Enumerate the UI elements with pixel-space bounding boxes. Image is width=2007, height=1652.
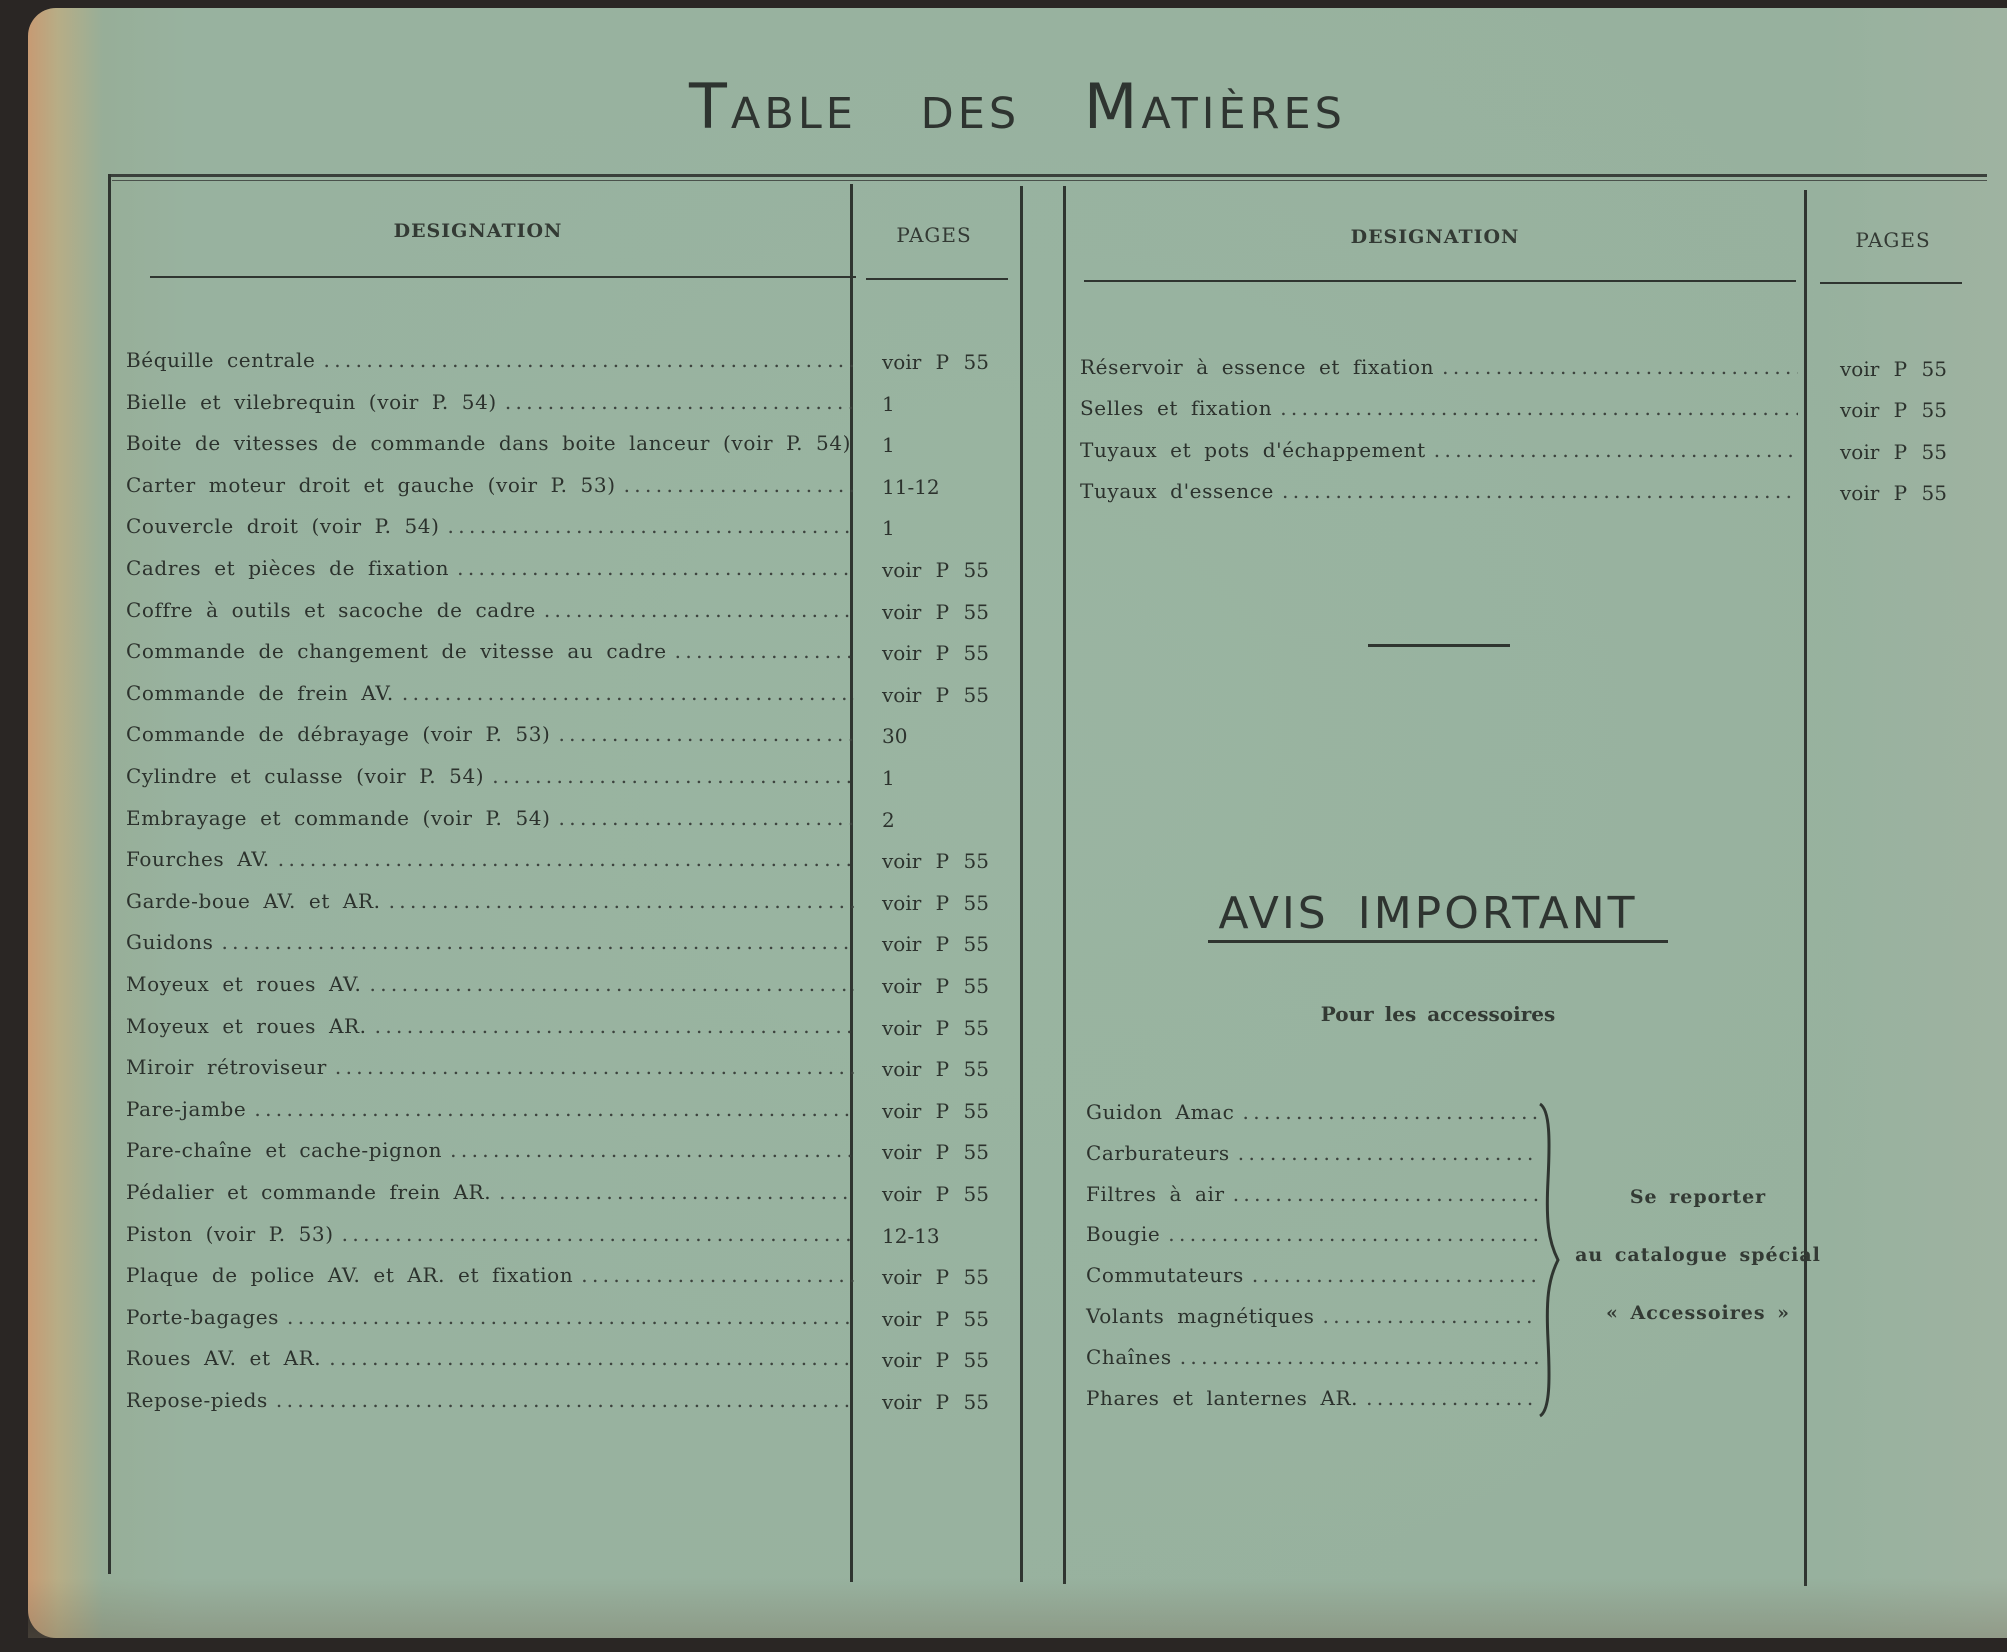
- toc-entry: [126, 722, 854, 756]
- left-designation-header-rule: [150, 276, 856, 278]
- toc-entry-pages: voir P 55: [882, 1348, 989, 1373]
- toc-entry: [126, 764, 854, 798]
- toc-entry: [1080, 438, 1798, 472]
- toc-entry-pages: 1: [882, 766, 895, 790]
- toc-entry: [1080, 479, 1798, 513]
- toc-entry: [1080, 396, 1798, 430]
- toc-entry: [126, 1305, 854, 1339]
- toc-entry-label: Commande de frein AV.: [126, 680, 394, 705]
- toc-entry: [126, 681, 854, 715]
- notice-title: AVIS IMPORTANT: [1218, 888, 1638, 939]
- toc-entry-label: Guidons: [126, 930, 214, 955]
- dot-leader: [624, 473, 854, 497]
- toc-entry: [126, 1263, 854, 1297]
- left-pages-header: PAGES: [896, 223, 972, 247]
- right-designation-header-rule: [1084, 280, 1796, 282]
- toc-entry-pages: voir P 55: [882, 1265, 989, 1290]
- dot-leader: [1280, 396, 1798, 420]
- dot-leader: [1238, 1141, 1538, 1165]
- toc-entry-pages: voir P 55: [1840, 398, 1947, 423]
- reference-line-3: « Accessoires »: [1605, 1302, 1791, 1324]
- toc-entry-label: Tuyaux et pots d'échappement: [1080, 437, 1426, 462]
- toc-entry-pages: 1: [882, 391, 895, 416]
- toc-entry-pages: 11-12: [882, 474, 940, 499]
- accessory-item: [1086, 1345, 1538, 1379]
- toc-entry-pages: voir P 55: [882, 641, 989, 666]
- toc-entry-label: Embrayage et commande (voir P. 54): [126, 805, 551, 830]
- dot-leader: [402, 681, 854, 705]
- toc-entry-pages: voir P 55: [1840, 480, 1947, 505]
- dot-leader: [389, 889, 854, 913]
- dot-leader: [375, 1014, 854, 1038]
- dot-leader: [1442, 355, 1798, 379]
- dot-leader: [329, 1346, 854, 1370]
- dot-leader: [323, 348, 854, 372]
- toc-entry-pages: 12-13: [882, 1223, 940, 1248]
- toc-entry-pages: 30: [882, 724, 908, 749]
- toc-entry-label: Commande de changement de vitesse au cadre: [126, 639, 667, 664]
- dot-leader: [342, 1222, 854, 1246]
- toc-entry-pages: voir P 55: [882, 1057, 989, 1082]
- toc-entry-label: Cylindre et culasse (voir P. 54): [126, 764, 485, 788]
- accessory-item-label: Chaînes: [1086, 1344, 1172, 1369]
- toc-entry-pages: voir P 55: [882, 1098, 989, 1123]
- toc-entry-label: Bielle et vilebrequin (voir P. 54): [126, 389, 497, 414]
- dot-leader: [1233, 1182, 1538, 1206]
- right-pages-column-divider: [1804, 190, 1807, 1586]
- toc-entry-label: Miroir rétroviseur: [126, 1055, 327, 1080]
- page-title: Table des Matières: [689, 70, 1346, 143]
- accessory-item-label: Guidon Amac: [1086, 1100, 1235, 1124]
- notice-title-underline: [1208, 940, 1668, 943]
- toc-entry: [126, 1180, 854, 1214]
- toc-entry-pages: voir P 55: [882, 974, 989, 998]
- accessory-item: [1086, 1141, 1538, 1175]
- toc-entry-pages: 1: [882, 516, 895, 541]
- toc-entry: [126, 598, 854, 632]
- toc-entry-label: Réservoir à essence et fixation: [1080, 355, 1435, 379]
- toc-entry: [126, 431, 854, 465]
- toc-entry-label: Couvercle droit (voir P. 54): [126, 514, 440, 539]
- toc-entry: [126, 390, 854, 424]
- dot-leader: [1434, 438, 1798, 462]
- toc-entry: [126, 556, 854, 590]
- toc-entry-label: Pare-chaîne et cache-pignon: [126, 1138, 443, 1163]
- dot-leader: [544, 598, 854, 622]
- toc-entry-label: Selles et fixation: [1080, 396, 1273, 421]
- toc-entry-label: Plaque de police AV. et AR. et fixation: [126, 1263, 574, 1288]
- dot-leader: [1366, 1386, 1538, 1410]
- toc-entry: [126, 806, 854, 840]
- toc-entry-label: Moyeux et roues AR.: [126, 1013, 367, 1038]
- toc-entry-label: Repose-pieds: [126, 1388, 268, 1412]
- dot-leader: [505, 390, 854, 414]
- notice-subtitle: Pour les accessoires: [1320, 1002, 1556, 1026]
- dot-leader: [492, 764, 854, 788]
- toc-entry: [126, 972, 854, 1006]
- toc-entry-pages: voir P 55: [882, 1306, 989, 1331]
- toc-entry-pages: voir P 55: [882, 849, 989, 874]
- toc-entry: [126, 639, 854, 673]
- toc-entry-pages: voir P 55: [882, 682, 989, 707]
- toc-entry-label: Pédalier et commande frein AR.: [126, 1180, 492, 1204]
- dot-leader: [499, 1180, 854, 1204]
- table-top-border-inner: [112, 180, 1987, 181]
- toc-entry-label: Porte-bagages: [126, 1304, 280, 1329]
- reference-line-1: Se reporter: [1629, 1186, 1767, 1208]
- table-top-border: [108, 174, 1987, 177]
- toc-entry: [126, 847, 854, 881]
- accessory-item-label: Commutateurs: [1086, 1263, 1244, 1288]
- toc-entry: [126, 348, 854, 382]
- dot-leader: [1252, 1263, 1538, 1287]
- section-divider: [1368, 644, 1510, 647]
- dot-leader: [675, 639, 854, 663]
- toc-entry: [126, 1222, 854, 1256]
- toc-entry-pages: voir P 55: [882, 599, 989, 624]
- toc-entry: [126, 889, 854, 923]
- toc-entry: [126, 1388, 854, 1422]
- toc-entry-pages: voir P 55: [882, 1390, 989, 1414]
- toc-entry: [126, 514, 854, 548]
- toc-entry-label: Boite de vitesses de commande dans boite lanceur (voir P. 54): [126, 431, 852, 456]
- toc-entry: [126, 1138, 854, 1172]
- toc-entry: [126, 473, 854, 507]
- toc-entry-pages: voir P 55: [1840, 357, 1947, 381]
- accessory-item: [1086, 1263, 1538, 1297]
- toc-entry-pages: voir P 55: [1840, 439, 1947, 464]
- toc-entry: [126, 1055, 854, 1089]
- toc-entry-label: Carter moteur droit et gauche (voir P. 53): [126, 472, 616, 497]
- dot-leader: [276, 1388, 854, 1412]
- dot-leader: [559, 806, 854, 830]
- dot-leader: [448, 514, 854, 538]
- dot-leader: [221, 930, 854, 954]
- right-pages-header-rule: [1820, 282, 1962, 284]
- dot-leader: [1168, 1222, 1538, 1246]
- dot-leader: [1282, 479, 1798, 503]
- reference-line-2: au catalogue spécial: [1575, 1244, 1821, 1266]
- dot-leader: [450, 1138, 854, 1162]
- accessory-item: [1086, 1386, 1538, 1420]
- dot-leader: [558, 722, 854, 746]
- accessory-item-label: Volants magnétiques: [1086, 1304, 1315, 1328]
- accessory-item: [1086, 1304, 1538, 1338]
- toc-entry-pages: voir P 55: [882, 558, 989, 582]
- accessory-item-label: Phares et lanternes AR.: [1086, 1385, 1359, 1410]
- toc-entry-pages: voir P 55: [882, 1015, 989, 1040]
- curly-brace-icon: [1534, 1100, 1564, 1420]
- toc-entry-pages: voir P 55: [882, 890, 989, 915]
- toc-entry-label: Fourches AV.: [126, 847, 270, 872]
- accessory-item-label: Carburateurs: [1086, 1140, 1230, 1165]
- dot-leader: [1323, 1304, 1538, 1328]
- toc-entry-label: Pare-jambe: [126, 1096, 247, 1121]
- right-designation-header: DESIGNATION: [1350, 226, 1520, 248]
- accessories-reference-note: [1568, 1168, 1828, 1342]
- left-pages-header-rule: [866, 278, 1008, 280]
- toc-entry-pages: voir P 55: [882, 1182, 989, 1206]
- toc-entry: [126, 930, 854, 964]
- toc-entry-pages: 1: [882, 433, 895, 458]
- dot-leader: [581, 1263, 854, 1287]
- toc-entry-label: Garde-boue AV. et AR.: [126, 888, 381, 913]
- toc-entry: [1080, 355, 1798, 389]
- toc-entry-pages: voir P 55: [882, 1140, 989, 1165]
- accessory-item: [1086, 1100, 1538, 1134]
- toc-entry-label: Béquille centrale: [126, 348, 316, 372]
- right-table-left-border: [1063, 186, 1066, 1584]
- toc-entry-label: Coffre à outils et sacoche de cadre: [126, 597, 536, 622]
- toc-entry-pages: voir P 55: [882, 350, 989, 374]
- accessory-item-label: Filtres à air: [1086, 1181, 1225, 1206]
- toc-entry-label: Moyeux et roues AV.: [126, 972, 362, 996]
- toc-entry-label: Cadres et pièces de fixation: [126, 556, 450, 580]
- dot-leader: [1180, 1345, 1538, 1369]
- dot-leader: [457, 556, 854, 580]
- toc-entry: [126, 1346, 854, 1380]
- dot-leader: [1242, 1100, 1538, 1124]
- document-page: [28, 8, 2007, 1638]
- accessory-item-label: Bougie: [1086, 1222, 1161, 1247]
- accessory-item: [1086, 1222, 1538, 1256]
- dot-leader: [287, 1305, 854, 1329]
- table-left-border: [108, 174, 111, 1574]
- toc-entry-pages: 2: [882, 807, 895, 832]
- toc-entry: [126, 1014, 854, 1048]
- toc-entry-label: Commande de débrayage (voir P. 53): [126, 722, 551, 747]
- toc-entry-label: Roues AV. et AR.: [126, 1346, 322, 1371]
- toc-entry-label: Piston (voir P. 53): [126, 1221, 334, 1246]
- toc-entry-label: Tuyaux d'essence: [1080, 478, 1274, 503]
- left-table-right-border: [1020, 186, 1023, 1582]
- dot-leader: [335, 1055, 854, 1079]
- left-designation-header: DESIGNATION: [393, 220, 563, 242]
- dot-leader: [370, 972, 855, 996]
- accessory-item: [1086, 1182, 1538, 1216]
- dot-leader: [278, 847, 854, 871]
- dot-leader: [254, 1097, 854, 1121]
- toc-entry: [126, 1097, 854, 1131]
- right-pages-header: PAGES: [1855, 228, 1931, 252]
- toc-entry-pages: voir P 55: [882, 932, 989, 957]
